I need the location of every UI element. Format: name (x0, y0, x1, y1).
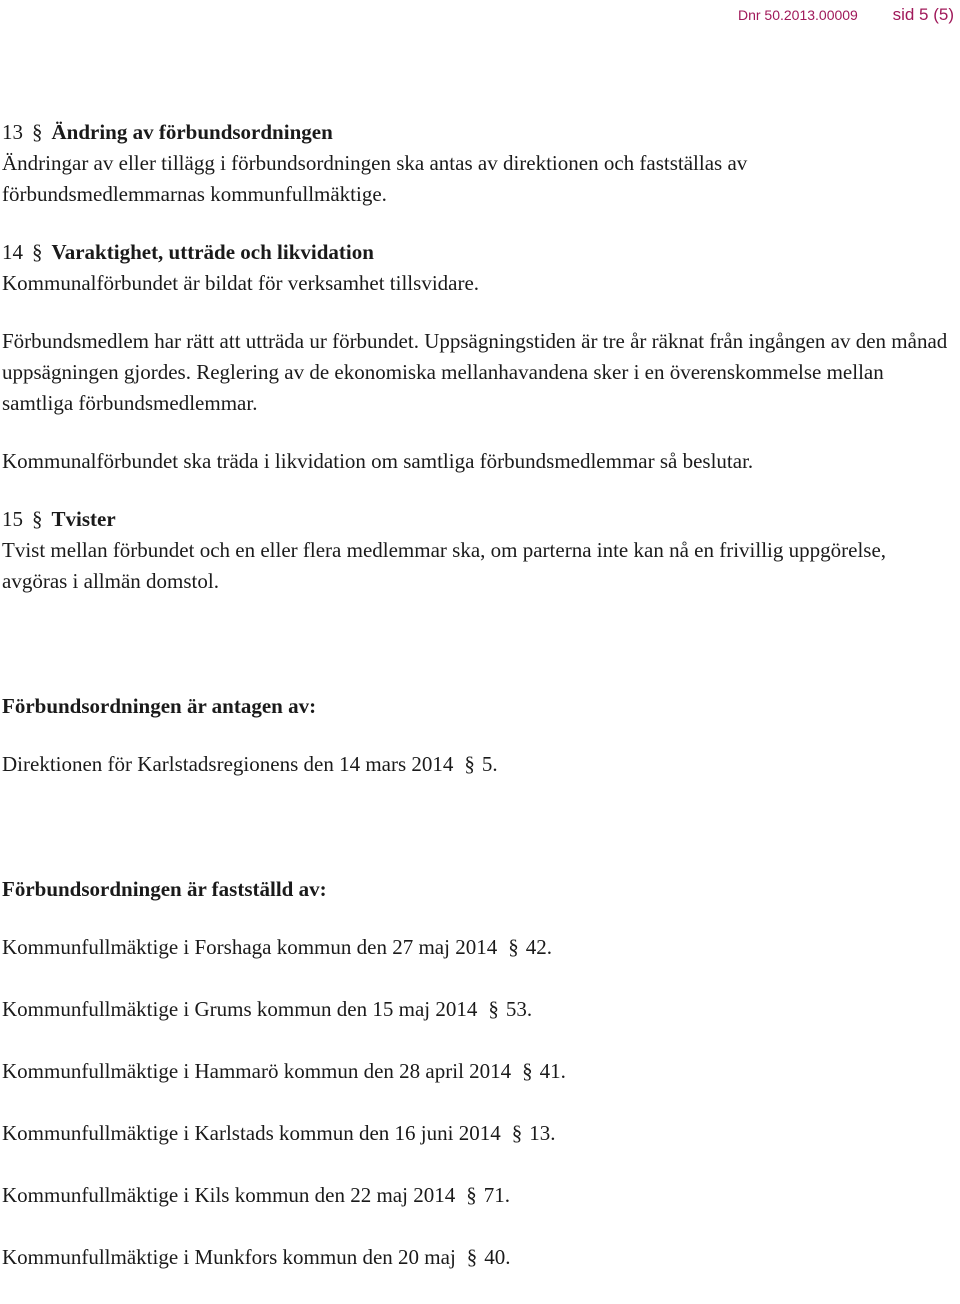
approval-item (2, 1056, 952, 1087)
approval-item-ref: 53. (505, 997, 533, 1021)
section-sign-icon: § (522, 1059, 533, 1083)
section-paragraph: Tvist mellan förbundet och en eller flera medlemmar ska, om parterna inte kan nå en frivillig uppgörelse, avgöras i allmän domstol. (2, 538, 887, 593)
approval-item-text: Kommunfullmäktige i Forshaga kommun den 27 maj 2014 (2, 935, 498, 959)
section-sign-icon: § (464, 752, 475, 776)
approval-item-ref: 71. (483, 1183, 510, 1207)
approval-item-text: Kommunfullmäktige i Hammarö kommun den 28 april 2014 (2, 1059, 512, 1083)
approval-item-text: Kommunfullmäktige i Grums kommun den 15 maj 2014 (2, 997, 478, 1021)
section-13 (2, 117, 952, 210)
section-heading (2, 504, 952, 535)
page-number: sid 5 (5) (892, 5, 954, 24)
approval-item-ref: 42. (525, 935, 552, 959)
approval-item (2, 1118, 952, 1149)
approved-heading: Förbundsordningen är fastställd av: (2, 877, 327, 901)
section-sign-icon: § (32, 507, 43, 531)
section-number: 13 (2, 120, 23, 144)
document-reference: Dnr 50.2013.00009 (737, 7, 858, 23)
approval-item (2, 932, 952, 963)
section-15 (2, 504, 952, 597)
section-sign-icon: § (466, 1245, 478, 1269)
approval-item-text: Kommunfullmäktige i Karlstads kommun den 16 juni 2014 (2, 1121, 501, 1145)
document-body (2, 117, 952, 1304)
approval-item (2, 1180, 952, 1211)
section-paragraph: Kommunalförbundet ska träda i likvidation om samtliga förbundsmedlemmar så beslutar. (2, 449, 754, 473)
section-number: 15 (2, 507, 23, 531)
section-14 (2, 237, 952, 477)
section-sign-icon: § (466, 1183, 477, 1207)
approval-item-ref: 13. (529, 1121, 556, 1145)
section-heading (2, 117, 952, 148)
adopted-line-text: Direktionen för Karlstadsregionens den 14 mars 2014 (2, 752, 454, 776)
section-heading (2, 237, 952, 268)
section-sign-icon: § (32, 120, 43, 144)
approval-list (2, 932, 952, 1273)
adopted-line-ref: 5. (481, 752, 498, 776)
approval-item-text: Kommunfullmäktige i Munkfors kommun den 20 maj (2, 1245, 456, 1269)
section-sign-icon: § (488, 997, 499, 1021)
adopted-line (2, 749, 952, 780)
section-sign-icon: § (511, 1121, 523, 1145)
page-header (738, 4, 954, 26)
section-sign-icon: § (32, 240, 43, 264)
section-sign-icon: § (508, 935, 519, 959)
approval-item-ref: 41. (539, 1059, 566, 1083)
section-number: 14 (2, 240, 23, 264)
adopted-heading: Förbundsordningen är antagen av: (2, 694, 317, 718)
section-paragraph: Kommunalförbundet är bildat för verksamhet tillsvidare. (2, 271, 480, 295)
approval-item (2, 1242, 952, 1273)
approval-item-text: Kommunfullmäktige i Kils kommun den 22 maj 2014 (2, 1183, 456, 1207)
approval-item (2, 994, 952, 1025)
section-title: Ändring av förbundsordningen (51, 120, 333, 144)
section-paragraph: Ändringar av eller tillägg i förbundsordningen ska antas av direktionen och fastställas av förbundsmedlemmarnas kommunfullmäktige. (2, 151, 748, 206)
approval-item-ref: 40. (484, 1245, 511, 1269)
section-title: Tvister (51, 507, 116, 531)
adopted-block (2, 691, 952, 780)
section-paragraph: Förbundsmedlem har rätt att utträda ur förbundet. Uppsägningstiden är tre år räknat från ingången av den månad uppsägningen gjordes. Reglering av de ekonomiska mellanhavandena sker i en överenskommelse mellan samtliga förbundsmedlemmar. (2, 329, 948, 415)
approved-block (2, 874, 952, 1273)
section-title: Varaktighet, utträde och likvidation (51, 240, 374, 264)
